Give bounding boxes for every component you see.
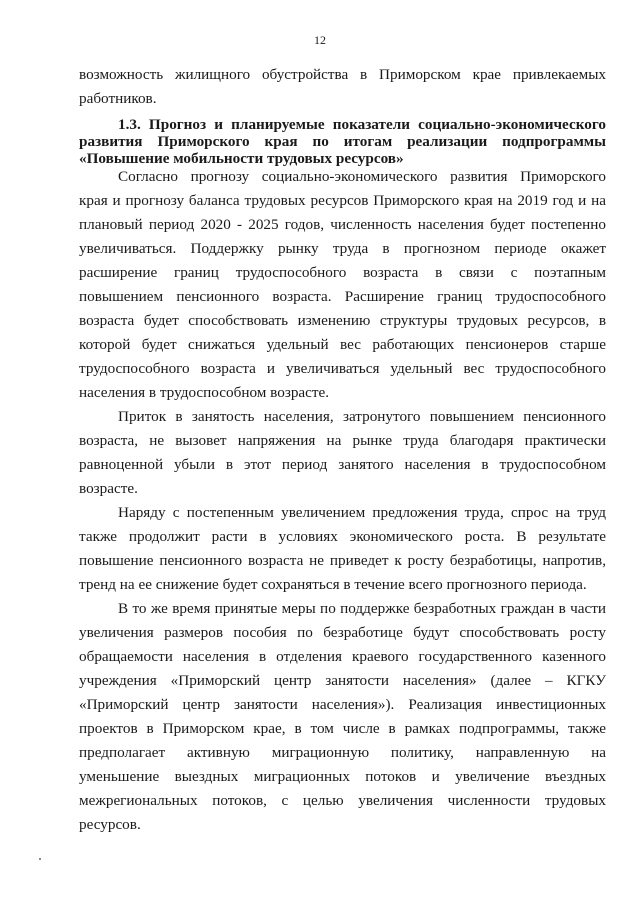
text-line: равноценной убыли в этот период занятого населения в трудоспособном: [79, 456, 606, 473]
section-heading-line: развития Приморского края по итогам реализации подпрограммы: [79, 133, 606, 150]
text-line: Согласно прогнозу социально-экономического развития Приморского: [118, 168, 606, 185]
text-line: трудоспособного возраста и увеличиваться удельный вес трудоспособного: [79, 360, 606, 377]
text-line: проектов в Приморском крае, в том числе в рамках подпрограммы, также: [79, 720, 606, 737]
text-line: увеличиваться. Поддержку рынку труда в прогнозном периоде окажет: [79, 240, 606, 257]
text-line: ресурсов.: [79, 816, 141, 833]
text-line: Наряду с постепенным увеличением предложения труда, спрос на труд: [118, 504, 606, 521]
text-line: повышение пенсионного возраста не приведет к росту безработицы, напротив,: [79, 552, 606, 569]
text-line: предполагает активную миграционную политику, направленную на: [79, 744, 606, 761]
text-line: увеличения размеров пособия по безработице будут способствовать росту: [79, 624, 606, 641]
text-line: уменьшение выездных миграционных потоков и увеличение въездных: [79, 768, 606, 785]
scan-speck: [39, 858, 41, 860]
text-line: населения в трудоспособном возрасте.: [79, 384, 330, 401]
text-line: В то же время принятые меры по поддержке безработных граждан в части: [118, 600, 606, 617]
text-line: которой будет снижаться удельный вес работающих пенсионеров старше: [79, 336, 606, 353]
text-line: возрасте.: [79, 480, 138, 497]
text-line: плановый период 2020 - 2025 годов, численность населения будет постепенно: [79, 216, 606, 233]
section-heading-line: «Повышение мобильности трудовых ресурсов»: [79, 150, 404, 167]
text-line: обращаемости населения в отделения краевого государственного казенного: [79, 648, 606, 665]
text-line: работников.: [79, 90, 157, 107]
section-heading-line: 1.3. Прогноз и планируемые показатели социально-экономического: [118, 116, 606, 133]
text-line: межрегиональных потоков, с целью увеличения численности трудовых: [79, 792, 606, 809]
text-line: повышением пенсионного возраста. Расширение границ трудоспособного: [79, 288, 606, 305]
text-line: также продолжит расти в условиях экономического роста. В результате: [79, 528, 606, 545]
text-line: возраста будет способствовать изменению структуры трудовых ресурсов, в: [79, 312, 606, 329]
text-line: расширение границ трудоспособного возраста в связи с поэтапным: [79, 264, 606, 281]
text-line: возраста, не вызовет напряжения на рынке труда благодаря практически: [79, 432, 606, 449]
text-line: «Приморский центр занятости населения»). Реализация инвестиционных: [79, 696, 606, 713]
text-line: тренд на ее снижение будет сохраняться в течение всего прогнозного периода.: [79, 576, 587, 593]
text-line: Приток в занятость населения, затронутого повышением пенсионного: [118, 408, 606, 425]
page-number: 12: [314, 33, 326, 47]
text-line: возможность жилищного обустройства в Приморском крае привлекаемых: [79, 66, 606, 83]
text-line: учреждения «Приморский центр занятости населения» (далее – КГКУ: [79, 672, 606, 689]
text-line: края и прогнозу баланса трудовых ресурсов Приморского края на 2019 год и на: [79, 192, 606, 209]
